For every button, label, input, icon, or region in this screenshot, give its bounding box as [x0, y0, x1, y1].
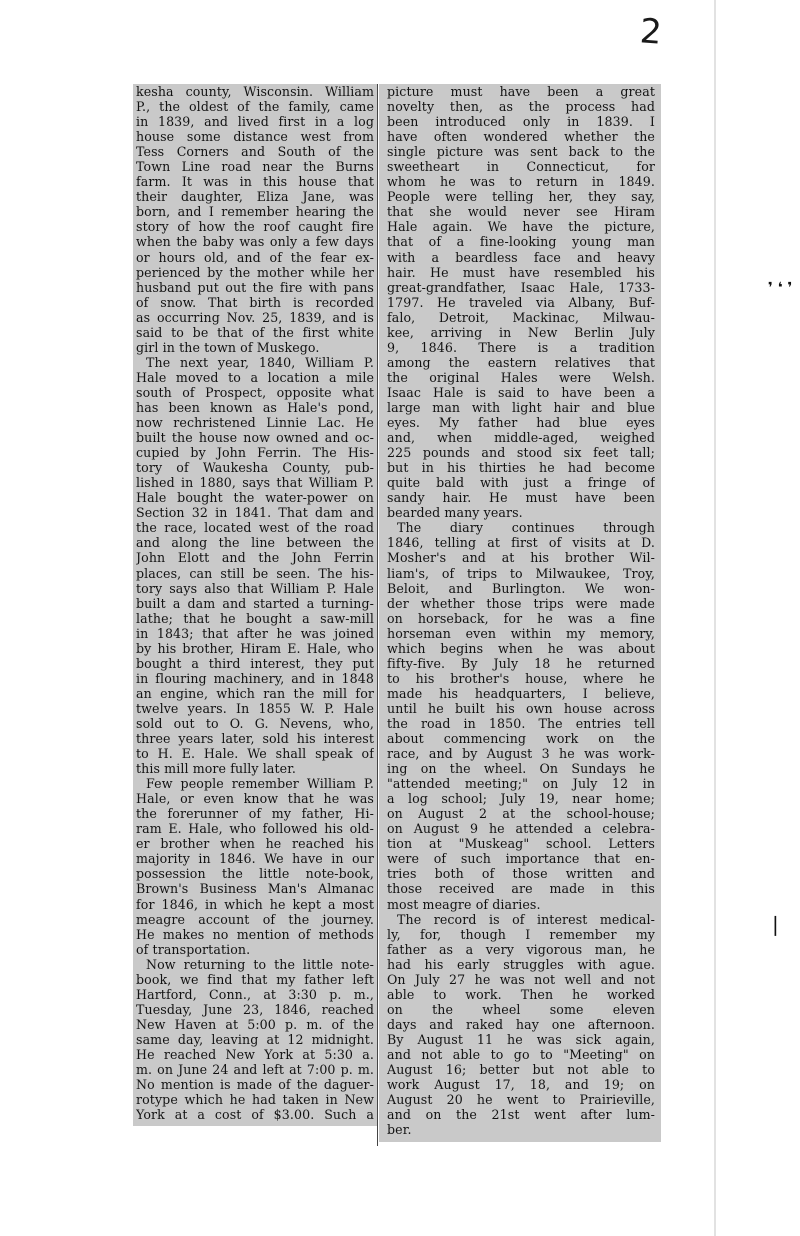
article-text-line: bought a third interest, they put	[136, 655, 374, 671]
article-text-line: quite bald with just a fringe of	[387, 475, 655, 491]
article-text-line: three years later, sold his interest	[136, 731, 374, 747]
article-text-line: liam's, of trips to Milwaukee, Troy,	[387, 565, 655, 581]
article-text-line: of transportation.	[136, 941, 251, 957]
article-text-line: their daughter, Eliza Jane, was	[136, 189, 374, 205]
article-text-line: majority in 1846. We have in our	[136, 851, 374, 867]
article-text-line: of snow. That birth is recorded	[136, 294, 374, 310]
article-text-line: fifty-five. By July 18 he returned	[387, 655, 655, 671]
article-text-line: cupied by John Ferrin. The His-	[136, 445, 374, 461]
article-text-line: sold out to O. G. Nevens, who,	[136, 715, 374, 731]
article-text-line: has been known as Hale's pond,	[136, 399, 374, 415]
article-text-line: made his headquarters, I believe,	[387, 685, 655, 701]
article-text-line: same day, leaving at 12 midnight.	[136, 1031, 374, 1047]
article-text-line: ing on the wheel. On Sundays he	[387, 761, 655, 777]
article-text-line: tries both of those written and	[387, 866, 655, 882]
article-text-line: eyes. My father had blue eyes	[387, 415, 655, 431]
article-text-line: to his brother's house, where he	[387, 670, 655, 686]
article-text-line: New Haven at 5:00 p. m. of the	[136, 1016, 374, 1032]
article-text-line: said to be that of the first white	[136, 324, 374, 340]
article-text-line: and on the 21st went after lum-	[387, 1107, 655, 1123]
article-text-line: and along the line between the	[136, 535, 374, 551]
article-text-line: Beloit, and Burlington. We won-	[387, 580, 655, 596]
article-text-line: The record is of interest medical-	[397, 911, 655, 927]
article-text-line: as occurring Nov. 25, 1839, and is	[136, 309, 374, 325]
article-text-line: whom he was to return in 1849.	[387, 174, 655, 190]
article-text-line: an engine, which ran the mill for	[136, 685, 374, 701]
article-text-line: tory says also that William P. Hale	[136, 580, 374, 596]
article-text-line: girl in the town of Muskego.	[136, 339, 320, 355]
article-text-line: or hours old, and of the fear ex-	[136, 249, 374, 265]
article-text-line: but in his thirties he had become	[387, 460, 655, 476]
article-text-line: the original Hales were Welsh.	[387, 369, 655, 385]
article-text-line: The diary continues through	[397, 520, 655, 536]
article-text-line: bearded many years.	[387, 505, 523, 521]
article-text-line: able to work. Then he worked	[387, 986, 655, 1002]
article-text-line: had his early struggles with ague.	[387, 956, 655, 972]
article-text-line: to H. E. Hale. We shall speak of	[136, 746, 374, 762]
article-text-line: ram E. Hale, who followed his old-	[136, 821, 374, 837]
scan-smudge-mark: ❜ ❛ ❜	[768, 280, 793, 296]
article-text-line: der whether those trips were made	[387, 595, 655, 611]
article-text-line: Town Line road near the Burns	[136, 159, 374, 175]
article-text-line: er brother when he reached his	[136, 836, 374, 852]
article-text-line: which begins when he was about	[387, 640, 655, 656]
article-text-line: twelve years. In 1855 W. P. Hale	[136, 700, 374, 716]
article-text-line: farm. It was in this house that	[136, 174, 374, 190]
article-text-line: sweetheart in Connecticut, for	[387, 159, 655, 175]
article-text-line: large man with light hair and blue	[387, 399, 655, 415]
article-text-line: sandy hair. He must have been	[387, 490, 655, 506]
article-text-line: possession the little note-book,	[136, 866, 374, 882]
article-text-line: Hale moved to a location a mile	[136, 369, 374, 385]
article-text-line: Hale, or even know that he was	[136, 791, 374, 807]
article-text-line: rotype which he had taken in New	[136, 1092, 374, 1108]
article-text-line: John Elott and the John Ferrin	[136, 550, 374, 566]
article-text-line: most meagre of diaries.	[387, 896, 541, 912]
article-text-line: on August 9 he attended a celebra-	[387, 821, 655, 837]
article-text-line: days and raked hay one afternoon.	[387, 1016, 655, 1032]
article-text-line: kesha county, Wisconsin. William	[136, 84, 374, 99]
article-text-line: On July 27 he was not well and not	[387, 971, 655, 987]
article-text-line: the forerunner of my father, Hi-	[136, 806, 374, 822]
article-text-line: about commencing work on the	[387, 731, 655, 747]
article-text-line: meagre account of the journey.	[136, 911, 374, 927]
article-text-line: He makes no mention of methods	[136, 926, 374, 942]
article-text-line: P., the oldest of the family, came	[136, 99, 374, 115]
article-text-line: the road in 1850. The entries tell	[387, 715, 655, 731]
article-text-line: now rechristened Linnie Lac. He	[136, 415, 374, 431]
article-text-line: Brown's Business Man's Almanac	[136, 881, 374, 897]
article-text-line: novelty then, as the process had	[387, 99, 655, 115]
article-column-left	[133, 84, 377, 1126]
article-text-line: 1846, telling at first of visits at D.	[387, 535, 655, 551]
article-text-line: People were telling her, they say,	[387, 189, 655, 205]
article-text-line: Hale again. We have the picture,	[387, 219, 655, 235]
article-text-line: Tuesday, June 23, 1846, reached	[136, 1001, 374, 1017]
article-text-line: among the eastern relatives that	[387, 354, 655, 370]
article-text-line: No mention is made of the daguer-	[136, 1077, 374, 1093]
article-text-line: picture must have been a great	[387, 84, 655, 99]
article-text-line: story of how the roof caught fire	[136, 219, 374, 235]
article-text-line: lished in 1880, says that William P.	[136, 475, 374, 491]
article-text-line: Now returning to the little note-	[146, 956, 374, 972]
article-text-line: were of such importance that en-	[387, 851, 655, 867]
article-text-line: By August 11 he was sick again,	[387, 1031, 655, 1047]
article-text-line: great-grandfather, Isaac Hale, 1733-	[387, 279, 655, 295]
article-text-line: on the wheel some eleven	[387, 1001, 655, 1017]
article-text-line: kee, arriving in New Berlin July	[387, 324, 655, 340]
article-column-right	[379, 84, 661, 1142]
article-text-line: in flouring machinery, and in 1848	[136, 670, 374, 686]
article-text-line: He reached New York at 5:30 a.	[136, 1047, 374, 1062]
article-text-line: perienced by the mother while her	[136, 264, 374, 280]
article-text-line: 225 pounds and stood six feet tall;	[387, 445, 655, 461]
article-text-line: August 16; better but not able to	[387, 1062, 655, 1078]
article-text-line: tion at "Muskeag" school. Letters	[387, 836, 655, 852]
article-text-line: Hartford, Conn., at 3:30 p. m.,	[136, 986, 374, 1002]
article-text-line: built a dam and started a turning-	[136, 595, 374, 611]
article-text-line: single picture was sent back to the	[387, 144, 655, 160]
article-text-line: places, can still be seen. The his-	[136, 565, 374, 581]
article-text-line: "attended meeting;" on July 12 in	[387, 776, 655, 792]
article-text-line: the race, located west of the road	[136, 520, 374, 536]
article-text-line: and not able to go to "Meeting" on	[387, 1047, 655, 1062]
article-text-line: Isaac Hale is said to have been a	[387, 384, 655, 400]
article-text-line: tory of Waukesha County, pub-	[136, 460, 374, 476]
article-text-line: for 1846, in which he kept a most	[136, 896, 374, 912]
article-text-line: a log school; July 19, near home;	[387, 791, 655, 807]
article-text-line: Hale bought the water-power on	[136, 490, 374, 506]
article-text-line: 9, 1846. There is a tradition	[387, 339, 655, 355]
article-text-line: ber.	[387, 1122, 412, 1138]
article-text-line: Tess Corners and South of the	[136, 144, 374, 160]
article-text-line: hair. He must have resembled his	[387, 264, 655, 280]
article-text-line: husband put out the fire with pans	[136, 279, 374, 295]
article-text-line: on horseback, for he was a fine	[387, 610, 655, 626]
article-text-line: work August 17, 18, and 19; on	[387, 1077, 655, 1093]
article-text-line: in 1839, and lived first in a log	[136, 114, 374, 130]
article-text-line: horseman even within my memory,	[387, 625, 655, 641]
article-text-line: with a beardless face and heavy	[387, 249, 655, 265]
article-text-line: m. on June 24 and left at 7:00 p. m.	[136, 1062, 374, 1078]
article-text-line: in 1843; that after he was joined	[136, 625, 374, 641]
article-text-line: August 20 he went to Prairieville,	[387, 1092, 655, 1108]
article-text-line: by his brother, Hiram E. Hale, who	[136, 640, 374, 656]
handwritten-page-number: 2	[638, 11, 664, 53]
article-text-line: ly, for, though I remember my	[387, 926, 655, 942]
column-divider	[377, 84, 378, 1146]
article-text-line: that of a fine-looking young man	[387, 234, 655, 250]
article-text-line: those received are made in this	[387, 881, 655, 897]
article-text-line: race, and by August 3 he was work-	[387, 746, 655, 762]
article-text-line: on August 2 at the school-house;	[387, 806, 655, 822]
article-text-line: book, we find that my father left	[136, 971, 374, 987]
article-text-line: until he built his own house across	[387, 700, 655, 716]
scan-edge-line	[714, 0, 716, 1236]
article-text-line: this mill more fully later.	[136, 761, 297, 777]
article-text-line: father as a very vigorous man, he	[387, 941, 655, 957]
article-text-line: house some distance west from	[136, 129, 374, 145]
scan-smudge-mark: ❘	[767, 912, 784, 936]
article-text-line: Section 32 in 1841. That dam and	[136, 505, 374, 521]
article-text-line: lathe; that he bought a saw-mill	[136, 610, 374, 626]
article-text-line: Mosher's and at his brother Wil-	[387, 550, 655, 566]
article-text-line: built the house now owned and oc-	[136, 430, 374, 446]
newspaper-clipping	[130, 84, 664, 1144]
article-text-line: that she would never see Hiram	[387, 204, 655, 220]
article-text-line: The next year, 1840, William P.	[146, 354, 374, 370]
article-text-line: when the baby was only a few days	[136, 234, 374, 250]
article-text-line: Few people remember William P.	[146, 776, 374, 792]
article-text-line: been introduced only in 1839. I	[387, 114, 655, 130]
article-text-line: falo, Detroit, Mackinac, Milwau-	[387, 309, 655, 325]
article-text-line: have often wondered whether the	[387, 129, 655, 145]
article-text-line: York at a cost of $3.00. Such a	[136, 1107, 374, 1123]
article-text-line: 1797. He traveled via Albany, Buf-	[387, 294, 655, 310]
article-text-line: born, and I remember hearing the	[136, 204, 374, 220]
article-text-line: and, when middle-aged, weighed	[387, 430, 655, 446]
article-text-line: south of Prospect, opposite what	[136, 384, 374, 400]
